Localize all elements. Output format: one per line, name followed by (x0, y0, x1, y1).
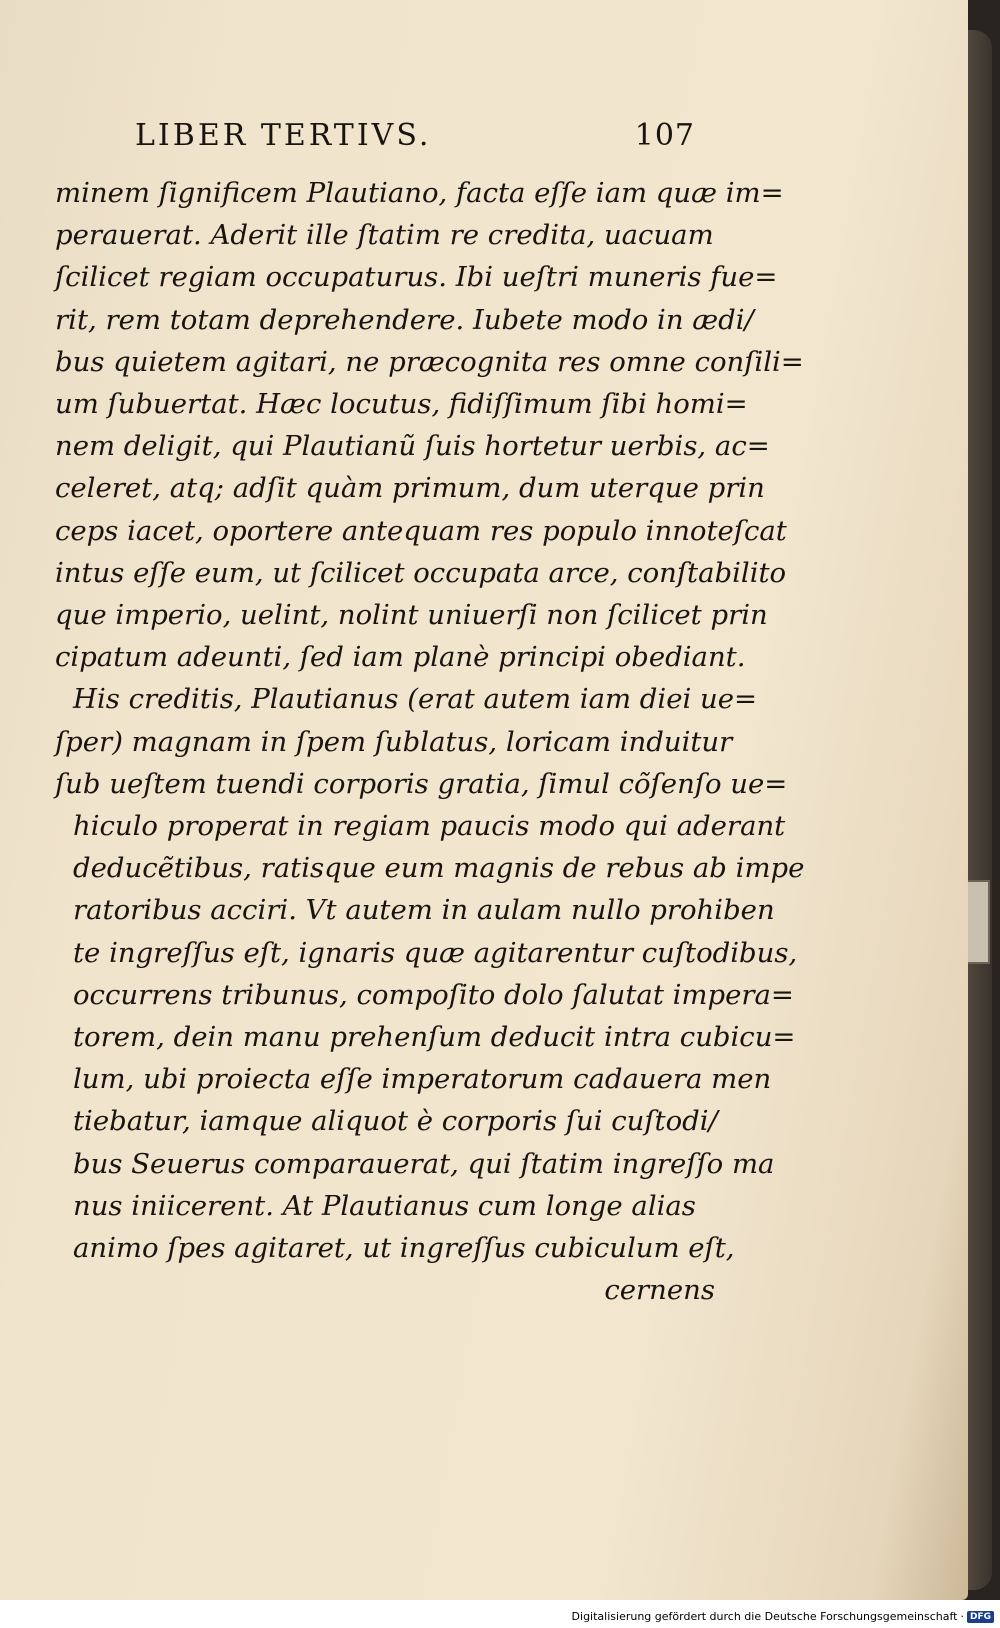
text-line: te ingreſſus eſt, ignaris quæ agitarentur cuſtodibus, (73, 936, 798, 969)
text-line: tiebatur, iamque aliquot è corporis ſui cuſtodi/ (73, 1105, 718, 1138)
text-line: ratoribus acciri. Vt autem in aulam nullo prohiben (73, 894, 775, 927)
text-line: animo ſpes agitaret, ut ingreſſus cubiculum eſt, (73, 1232, 735, 1265)
text-line: bus quietem agitari, ne præcognita res omne conſili= (55, 345, 804, 378)
text-line: deducẽtibus, ratisque eum magnis de rebus ab impe (73, 852, 805, 885)
text-line: nem deligit, qui Plautianũ ſuis hortetur uerbis, ac= (55, 430, 770, 463)
page-number: 107 (634, 118, 695, 153)
dfg-logo-icon: DFG (967, 1611, 994, 1623)
text-line: intus eſſe eum, ut ſcilicet occupata arce, conſtabilito (55, 556, 787, 589)
text-line: torem, dein manu prehenſum deducit intra cubicu= (73, 1021, 796, 1054)
text-line: minem ſignificem Plautiano, facta eſſe iam quæ im= (55, 177, 784, 209)
text-line: que imperio, uelint, nolint uniuerſi non ſcilicet prin (55, 599, 768, 632)
text-line: ceps iacet, oportere antequam res populo innoteſcat (55, 514, 787, 547)
text-line: um ſubuertat. Hæc locutus, fidiſſimum ſibi homi= (55, 388, 748, 421)
text-line: hiculo properat in regiam paucis modo qui aderant (73, 810, 786, 843)
text-line: occurrens tribunus, compoſito dolo ſalutat impera= (73, 978, 794, 1011)
text-line: ſub ueſtem tuendi corporis gratia, ſimul cõſenſo ue= (55, 767, 788, 800)
text-line: celeret, atq; adſit quàm primum, dum uterque prin (55, 472, 765, 505)
running-title: LIBER TERTIVS. (135, 118, 432, 153)
running-head (135, 118, 695, 153)
text-line: perauerat. Aderit ille ſtatim re credita, uacuam (55, 219, 714, 252)
text-line: ſper) magnam in ſpem ſublatus, loricam induitur (55, 725, 733, 758)
text-line: nus iniicerent. At Plautianus cum longe alias (73, 1189, 696, 1222)
text-line: rit, rem totam deprehendere. Iubete modo in ædi/ (55, 303, 754, 336)
catchword: cernens (604, 1274, 715, 1307)
text-line: bus Seuerus comparauerat, qui ſtatim ingreſſo ma (73, 1147, 775, 1180)
text-line: cipatum adeunti, ſed iam planè principi obediant. (55, 641, 746, 674)
text-line: His creditis, Plautianus (erat autem iam diei ue= (73, 683, 758, 716)
body-text (55, 172, 805, 1311)
text-line: ſcilicet regiam occupaturus. Ibi ueſtri muneris fue= (55, 261, 778, 294)
credit-text: Digitalisierung gefördert durch die Deutsche Forschungsgemeinschaft (571, 1610, 958, 1623)
digitization-credit: Digitalisierung gefördert durch die Deutsche Forschungsgemeinschaft · DFG (572, 1610, 994, 1623)
text-line: lum, ubi proiecta eſſe imperatorum cadauera men (73, 1063, 772, 1096)
